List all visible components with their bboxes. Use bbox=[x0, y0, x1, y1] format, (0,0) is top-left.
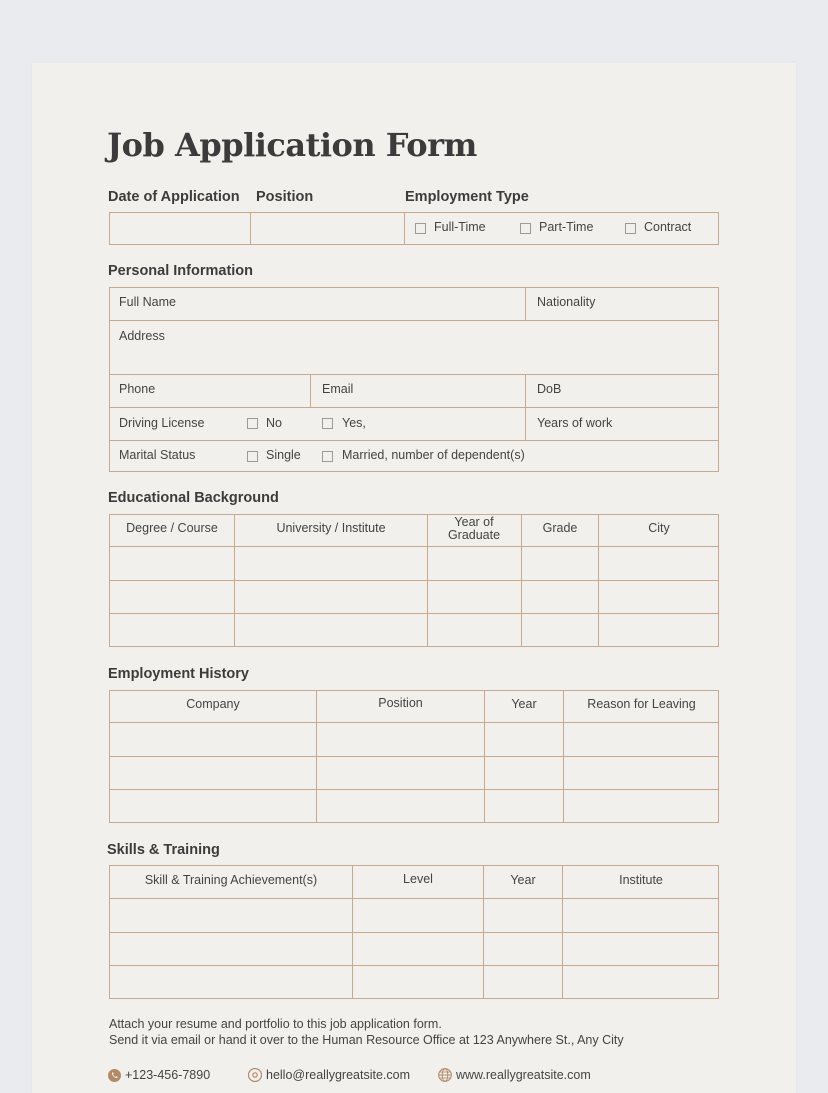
license-yes-label: Yes, bbox=[342, 416, 366, 430]
footer-note-1: Attach your resume and portfolio to this job application form. bbox=[109, 1017, 442, 1031]
employment-type-label: Employment Type bbox=[405, 189, 529, 205]
skills-col-header: Level bbox=[403, 872, 433, 886]
divider bbox=[109, 756, 719, 757]
employment-col-header: Position bbox=[378, 696, 423, 710]
part-time-label: Part-Time bbox=[539, 220, 594, 234]
driving-license-label: Driving License bbox=[119, 416, 205, 430]
employment-heading: Employment History bbox=[108, 666, 249, 682]
phone-icon bbox=[108, 1069, 121, 1082]
divider bbox=[109, 965, 719, 966]
address-label: Address bbox=[119, 329, 165, 343]
full-name-label: Full Name bbox=[119, 295, 176, 309]
contract-checkbox[interactable] bbox=[625, 223, 636, 234]
page-title: Job Application Form bbox=[107, 126, 477, 164]
personal-info-box bbox=[109, 287, 719, 472]
education-col-header: Degree / Course bbox=[126, 521, 218, 535]
years-of-work-label: Years of work bbox=[537, 416, 613, 430]
employment-col-header: Company bbox=[186, 697, 240, 711]
divider bbox=[427, 514, 428, 647]
marital-status-label: Marital Status bbox=[119, 448, 196, 462]
full-time-checkbox[interactable] bbox=[415, 223, 426, 234]
employment-col-header: Year bbox=[511, 697, 537, 711]
contact-email-text: hello@reallygreatsite.com bbox=[266, 1068, 411, 1082]
globe-icon bbox=[438, 1068, 452, 1082]
education-col-header: Grade bbox=[542, 521, 578, 535]
divider bbox=[525, 374, 526, 440]
contact-email[interactable] bbox=[248, 1068, 410, 1082]
divider bbox=[109, 722, 719, 723]
skills-col-header: Skill & Training Achievement(s) bbox=[144, 873, 318, 887]
divider bbox=[109, 613, 719, 614]
divider bbox=[109, 320, 719, 321]
license-no-checkbox[interactable] bbox=[247, 418, 258, 429]
date-of-application-label: Date of Application bbox=[108, 189, 240, 205]
divider bbox=[109, 374, 719, 375]
skills-heading: Skills & Training bbox=[107, 842, 220, 858]
single-label: Single bbox=[266, 448, 301, 462]
education-col-header: City bbox=[648, 521, 670, 535]
contract-label: Contract bbox=[644, 220, 692, 234]
education-col-header: Year of Graduate bbox=[447, 515, 501, 542]
email-label: Email bbox=[322, 382, 354, 396]
nationality-label: Nationality bbox=[537, 295, 596, 309]
phone-label: Phone bbox=[119, 382, 156, 396]
contact-phone-text: +123-456-7890 bbox=[125, 1068, 211, 1082]
education-col-header: University / Institute bbox=[276, 521, 386, 535]
position-field[interactable] bbox=[251, 213, 404, 244]
license-no-label: No bbox=[266, 416, 282, 430]
email-icon bbox=[248, 1068, 262, 1082]
personal-info-heading: Personal Information bbox=[108, 263, 254, 279]
divider bbox=[109, 789, 719, 790]
contact-website[interactable] bbox=[438, 1068, 591, 1082]
footer-note-2: Send it via email or hand it over to the Human Resource Office at 123 Anywhere St., Any City bbox=[109, 1033, 624, 1047]
education-heading: Educational Background bbox=[108, 490, 279, 506]
divider bbox=[109, 898, 719, 899]
position-label: Position bbox=[256, 189, 314, 205]
skills-col-header: Year bbox=[510, 873, 536, 887]
license-yes-checkbox[interactable] bbox=[322, 418, 333, 429]
contact-phone bbox=[108, 1068, 210, 1082]
single-checkbox[interactable] bbox=[247, 451, 258, 462]
date-of-application-field[interactable] bbox=[110, 213, 250, 244]
divider bbox=[109, 580, 719, 581]
divider bbox=[109, 440, 719, 441]
dob-label: DoB bbox=[537, 382, 562, 396]
married-checkbox[interactable] bbox=[322, 451, 333, 462]
divider bbox=[404, 212, 405, 245]
divider bbox=[525, 287, 526, 320]
contact-website-text: www.reallygreatsite.com bbox=[456, 1068, 591, 1082]
part-time-checkbox[interactable] bbox=[520, 223, 531, 234]
married-label: Married, number of dependent(s) bbox=[342, 448, 525, 462]
divider bbox=[109, 407, 719, 408]
employment-col-header: Reason for Leaving bbox=[587, 697, 696, 711]
full-time-label: Full-Time bbox=[434, 220, 486, 234]
divider bbox=[109, 932, 719, 933]
divider bbox=[109, 546, 719, 547]
divider bbox=[310, 374, 311, 407]
skills-col-header: Institute bbox=[619, 873, 663, 887]
